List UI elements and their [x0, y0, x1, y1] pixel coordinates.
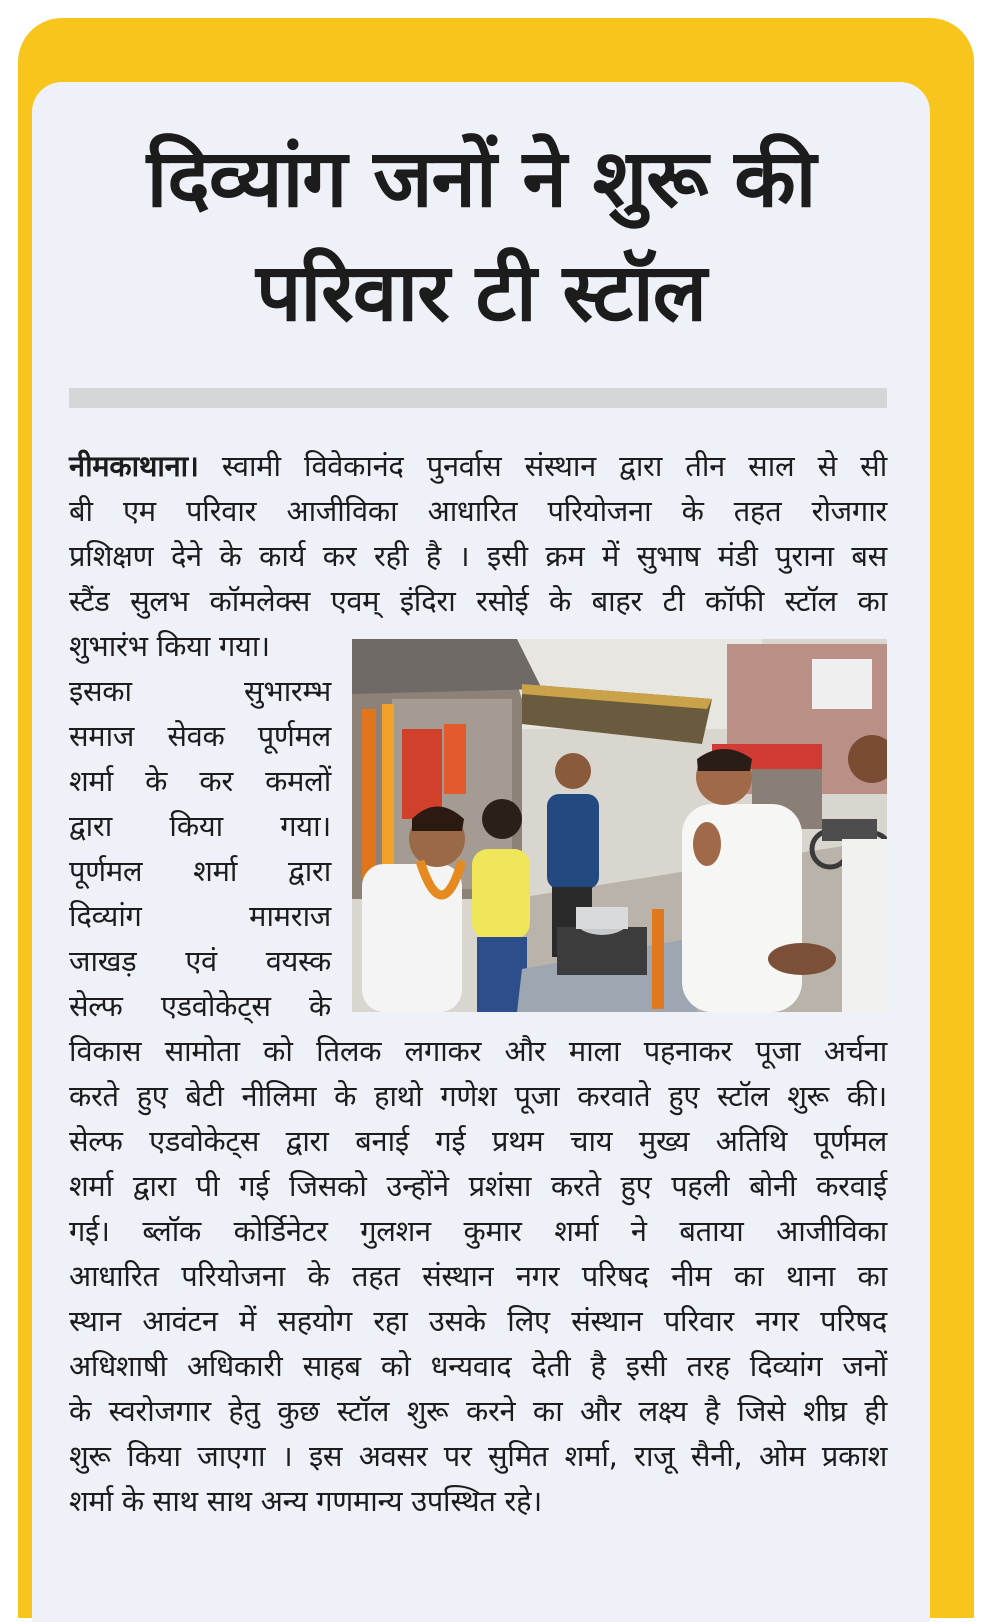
body-line: पूर्णमल शर्मा द्वारा [69, 854, 331, 888]
body-line: विकास सामोता को तिलक लगाकर और माला पहनाकर पूजा अर्चना [69, 1034, 887, 1068]
body-line: के स्वरोजगार हेतु कुछ स्टॉल शुरू करने का और लक्ष्य है जिसे शीघ्र ही [69, 1394, 887, 1428]
headline-line-2: परिवार टी स्टॉल [256, 246, 706, 339]
body-line: शर्मा के कर कमलों [69, 764, 331, 798]
body-line: स्टैंड सुलभ कॉमलेक्स एवम् इंदिरा रसोई के बाहर टी कॉफी स्टॉल का [69, 584, 887, 618]
dateline: नीमकाथाना। [69, 449, 199, 483]
body-line: स्थान आवंटन में सहयोग रहा उसके लिए संस्थान परिवार नगर परिषद [69, 1304, 887, 1338]
body-line: नीमकाथाना। स्वामी विवेकानंद पुनर्वास संस्थान द्वारा तीन साल से सी [69, 449, 887, 483]
body-line: अधिशाषी अधिकारी साहब को धन्यवाद देती है इसी तरह दिव्यांग जनों [69, 1349, 887, 1383]
body-line: प्रशिक्षण देने के कार्य कर रही है । इसी क्रम में सुभाष मंडी पुराना बस [69, 539, 887, 573]
body-line: करते हुए बेटी नीलिमा के हाथो गणेश पूजा करवाते हुए स्टॉल शुरू की। [69, 1079, 887, 1113]
news-photo [352, 639, 887, 1012]
body-line: दिव्यांग मामराज [69, 899, 331, 933]
headline-divider [69, 388, 887, 408]
body-line: सेल्फ एडवोकेट्स द्वारा बनाई गई प्रथम चाय मुख्य अतिथि पूर्णमल [69, 1124, 887, 1158]
body-line: द्वारा किया गया। [69, 809, 331, 843]
body-line: शर्मा के साथ साथ अन्य गणमान्य उपस्थित रहे। [69, 1484, 542, 1518]
body-line: शर्मा द्वारा पी गई जिसको उन्होंने प्रशंसा करते हुए पहली बोनी करवाई [69, 1169, 887, 1203]
article-panel [32, 82, 930, 1622]
body-line: शुरू किया जाएगा । इस अवसर पर सुमित शर्मा, राजू सैनी, ओम प्रकाश [69, 1439, 887, 1473]
body-line: गई। ब्लॉक कोर्डिनेटर गुलशन कुमार शर्मा ने बताया आजीविका [69, 1214, 887, 1248]
body-line: बी एम परिवार आजीविका आधारित परियोजना के तहत रोजगार [69, 494, 887, 528]
body-line: शुभारंभ किया गया। [69, 629, 270, 663]
body-line: सेल्फ एडवोकेट्स के [69, 989, 331, 1023]
headline [72, 122, 890, 350]
body-line: जाखड़ एवं वयस्क [69, 944, 331, 978]
body-line: इसका सुभारम्भ [69, 674, 331, 708]
body-line: समाज सेवक पूर्णमल [69, 719, 331, 753]
body-line: आधारित परियोजना के तहत संस्थान नगर परिषद नीम का थाना का [69, 1259, 887, 1293]
headline-line-1: दिव्यांग जनों ने शुरू की [146, 132, 816, 225]
